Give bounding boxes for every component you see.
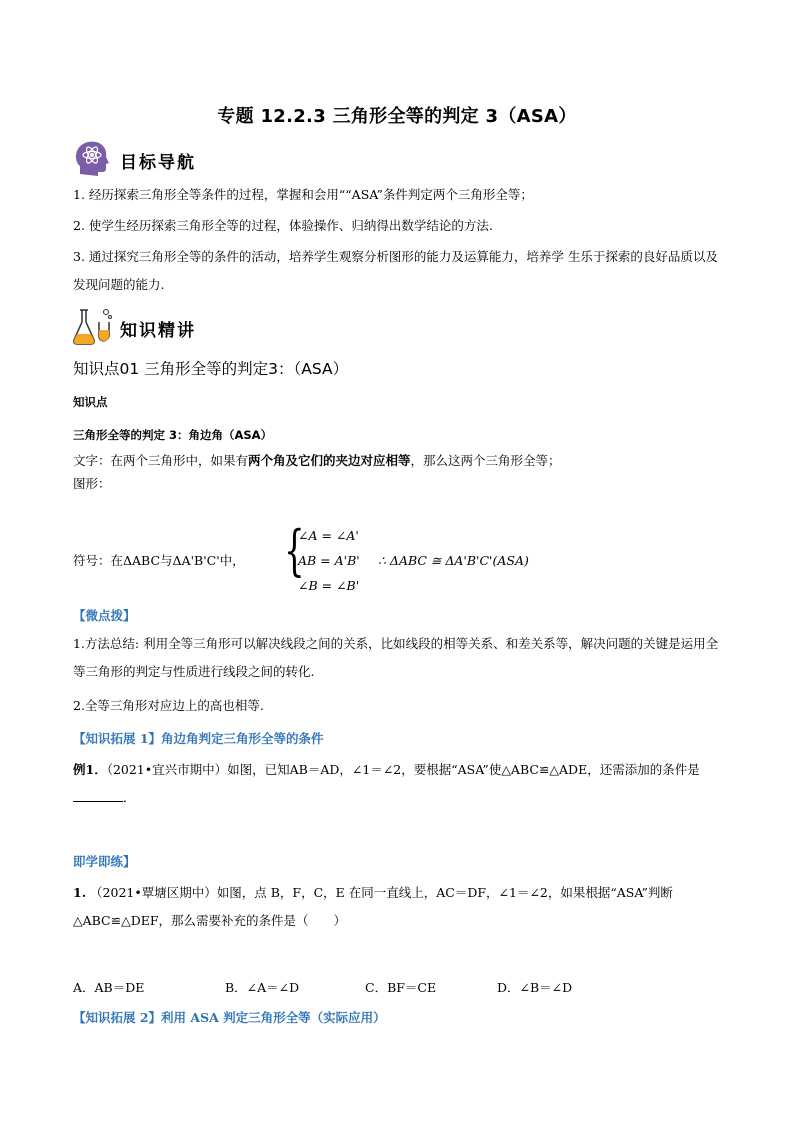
rule-text xyxy=(73,452,561,470)
ext1-label: 【知识拓展 1】角边角判定三角形全等的条件 xyxy=(73,731,324,746)
tip-label: 【微点拨】 xyxy=(73,608,136,623)
knowledge-point-title: 知识点01 三角形全等的判定3：（ASA） xyxy=(73,360,349,378)
option-b[interactable]: B．∠A＝∠D xyxy=(225,980,300,995)
question-text: （2021•覃塘区期中）如图，点 B，F，C，E 在同一直线上，AC＝DF，∠1＝∠2，如果根据“ASA”判断△ABC≌△DEF，那么需要补充的条件是（ ） xyxy=(73,885,673,928)
option-c[interactable]: C．BF＝CE xyxy=(365,980,437,995)
knowledge-point-label: 知识点 xyxy=(73,395,108,409)
example-1 xyxy=(73,756,721,812)
rule-text-bold: 两个角及它们的夹边对应相等 xyxy=(248,453,411,468)
symbol-line-3: ∠B = ∠B' xyxy=(298,578,360,593)
ext2-label: 【知识拓展 2】利用 ASA 判定三角形全等（实际应用） xyxy=(73,1010,386,1025)
example-text: （2021•宜兴市期中）如图，已知AB＝AD，∠1＝∠2，要根据“ASA”使△ABC≌△ADE，还需添加的条件是 xyxy=(106,762,700,777)
practice-question xyxy=(73,879,721,935)
tip-2: 2.全等三角形对应边上的高也相等. xyxy=(73,698,264,713)
rule-text-suffix: ，那么这两个三角形全等； xyxy=(410,453,561,468)
left-brace: { xyxy=(284,519,305,582)
option-d[interactable]: D．∠B＝∠D xyxy=(497,980,573,995)
tip-1: 1.方法总结: 利用全等三角形可以解决线段之间的关系，比如线段的相等关系、和差关系等，解决问题的关键是运用全等三角形的判定与性质进行线段之间的转化. xyxy=(73,636,719,679)
example-prefix: 例1． xyxy=(73,762,107,777)
section-heading-goals: 目标导航 xyxy=(120,153,196,173)
goal-item-1: 1. 经历探索三角形全等条件的过程，掌握和会用““ASA”条件判定两个三角形全等； xyxy=(73,187,533,202)
question-number: 1. xyxy=(73,885,87,900)
figure-label: 图形： xyxy=(73,476,111,491)
flask-icon xyxy=(70,306,114,346)
goal-item-3: 3. 通过探究三角形全等的条件的活动，培养学生观察分析图形的能力及运算能力，培养学 生乐于探索的良好品质以及发现问题的能力. xyxy=(73,249,718,292)
example-end: ． xyxy=(123,790,136,805)
goal-item-2: 2. 使学生经历探索三角形全等的过程，体验操作、归纳得出数学结论的方法. xyxy=(73,218,493,233)
symbol-line-1: ∠A = ∠A' xyxy=(298,528,359,543)
option-a[interactable]: A．AB＝DE xyxy=(73,980,145,995)
symbol-line-2: AB = A'B' xyxy=(298,553,360,568)
rule-text-prefix: 文字：在两个三角形中，如果有 xyxy=(73,453,249,468)
answer-blank[interactable] xyxy=(73,789,123,802)
symbol-prefix: 符号：在ΔABC与ΔA'B'C'中， xyxy=(73,553,245,568)
section-heading-knowledge: 知识精讲 xyxy=(120,321,196,341)
rule-title: 三角形全等的判定 3：角边角（ASA） xyxy=(73,428,273,442)
symbol-conclusion: ∴ ΔABC ≅ ΔA'B'C'(ASA) xyxy=(378,553,529,568)
practice-label: 即学即练】 xyxy=(73,854,136,869)
page-title: 专题 12.2.3 三角形全等的判定 3（ASA） xyxy=(217,106,577,127)
head-atom-icon xyxy=(72,138,112,178)
